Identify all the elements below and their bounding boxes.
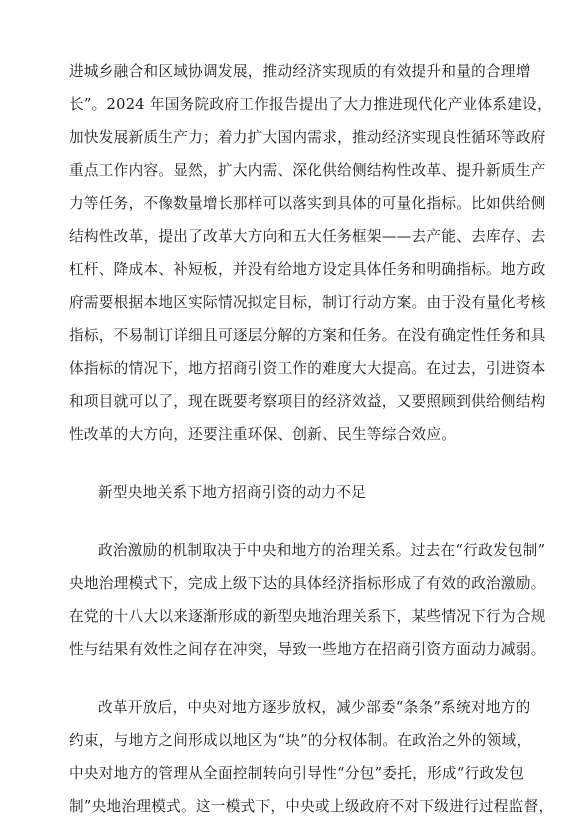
paragraph-1-line-8: 府需要根据本地区实际情况拟定目标，制订行动方案。由于没有量化考核 — [69, 294, 546, 311]
paragraph-1-line-7: 杠杆、降成本、补短板，并没有给地方设定具体任务和明确指标。地方政 — [69, 261, 546, 278]
paragraph-1-line-4: 重点工作内容。显然，扩大内需、深化供给侧结构性改革、提升新质生产 — [69, 162, 546, 179]
paragraph-1-line-5: 力等任务，不像数量增长那样可以落实到具体的可量化指标。比如供给侧 — [69, 195, 546, 212]
paragraph-1-line-2: 长”。2024 年国务院政府工作报告提出了大力推进现代化产业体系建设， — [69, 96, 552, 113]
paragraph-2-line-3: 在党的十八大以来逐渐形成的新型央地治理关系下，某些情况下行为合规 — [69, 608, 546, 625]
paragraph-3-line-4: 制”央地治理模式。这一模式下，中央或上级政府不对下级进行过程监督， — [69, 798, 554, 815]
paragraph-3-line-1: 改革开放后，中央对地方逐步放权，减少部委“条条”系统对地方的 — [98, 699, 531, 716]
paragraph-3-line-3: 中央对地方的管理从全面控制转向引导性“分包”委托，形成“行政发包 — [69, 765, 525, 782]
paragraph-1-line-11: 和项目就可以了，现在既要考察项目的经济效益，又要照顾到供给侧结构 — [69, 393, 546, 410]
paragraph-1-line-10: 体指标的情况下，地方招商引资工作的难度大大提高。在过去，引进资本 — [69, 360, 546, 377]
paragraph-2-line-1: 政治激励的机制取决于中央和地方的治理关系。过去在“行政发包制” — [98, 542, 546, 559]
paragraph-2-line-4: 性与结果有效性之间存在冲突，导致一些地方在招商引资方面动力减弱。 — [69, 641, 546, 658]
paragraph-1-line-9: 指标，不易制订详细且可逐层分解的方案和任务。在没有确定性任务和具 — [69, 327, 546, 344]
paragraph-1-line-12: 性改革的大方向，还要注重环保、创新、民生等综合效应。 — [69, 426, 457, 443]
paragraph-1-line-6: 结构性改革，提出了改革大方向和五大任务框架——去产能、去库存、去 — [69, 228, 546, 245]
paragraph-1-line-3: 加快发展新质生产力；着力扩大国内需求，推动经济实现良性循环等政府 — [69, 129, 546, 146]
paragraph-2-line-2: 央地治理模式下，完成上级下达的具体经济指标形成了有效的政治激励。 — [69, 575, 546, 592]
section-heading: 新型央地关系下地方招商引资的动力不足 — [98, 484, 367, 501]
paragraph-3-line-2: 约束，与地方之间形成以地区为“块”的分权体制。在政治之外的领域， — [69, 732, 532, 749]
paragraph-1-line-1: 进城乡融合和区域协调发展，推动经济实现质的有效提升和量的合理增 — [69, 63, 531, 80]
